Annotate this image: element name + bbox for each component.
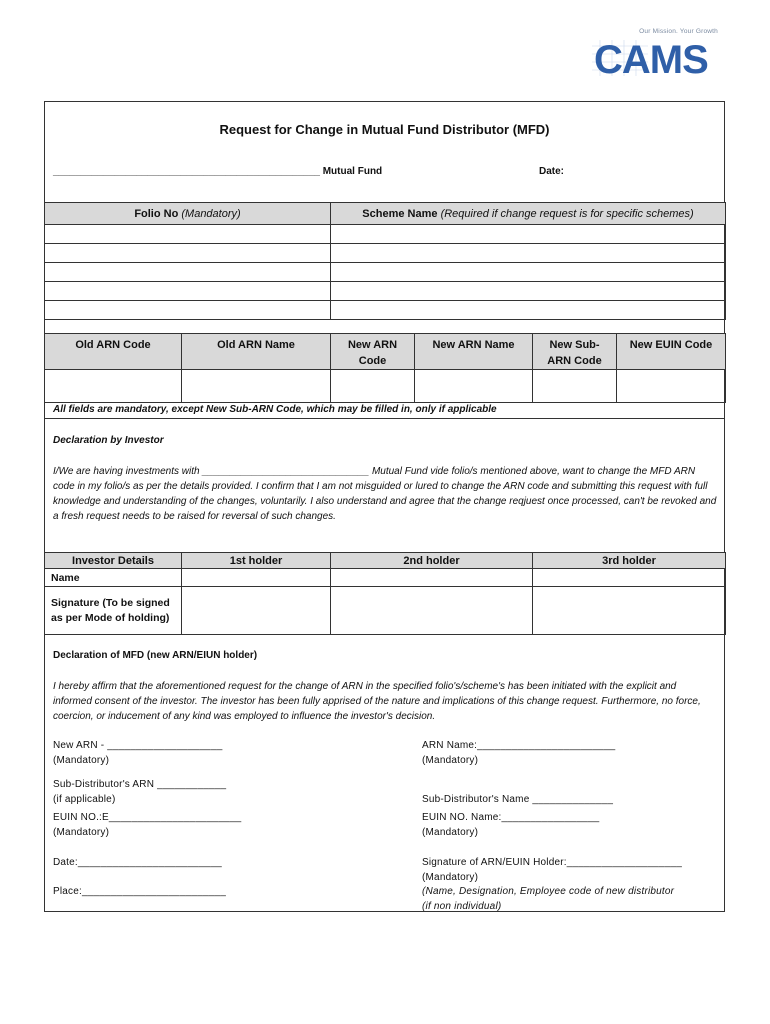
arn-name-mandatory-note: (Mandatory) <box>422 755 479 766</box>
old-arn-code-cell[interactable] <box>45 370 182 403</box>
holder1-name-cell[interactable] <box>182 569 331 587</box>
holder3-signature-cell[interactable] <box>533 587 726 635</box>
date-field[interactable]: Date:_________________________ <box>53 857 222 868</box>
new-sub-arn-header: New Sub-ARN Code <box>533 334 617 370</box>
old-arn-name-header: Old ARN Name <box>182 334 331 370</box>
new-arn-code-cell[interactable] <box>331 370 415 403</box>
folio-header-note: (Mandatory) <box>181 207 241 220</box>
arn-row <box>45 370 726 403</box>
new-arn-mandatory-note: (Mandatory) <box>53 755 110 766</box>
name-row-label: Name <box>45 569 182 587</box>
mfd-declaration-text: I hereby affirm that the aforementioned request for the change of ARN in the specified folio's/scheme's has been initiated with the explicit and informed consent of the investor. The investor has been fully apprised of the nature and implications of this change request. Furthermore, no force, coercion, or inducement of any kind was employed to influence the investor's decision. <box>53 681 701 722</box>
old-arn-name-cell[interactable] <box>182 370 331 403</box>
form-title: Request for Change in Mutual Fund Distributor (MFD) <box>219 122 550 137</box>
folio-cell[interactable] <box>45 244 331 263</box>
signature-row-label: Signature (To be signed as per Mode of holding) <box>45 587 182 635</box>
holder3-header: 3rd holder <box>533 553 726 569</box>
holder1-signature-cell[interactable] <box>182 587 331 635</box>
investor-details-table <box>44 552 726 635</box>
sub-arn-note: (if applicable) <box>53 794 116 805</box>
scheme-header <box>331 203 726 225</box>
holder2-header: 2nd holder <box>331 553 533 569</box>
new-arn-name-header: New ARN Name <box>415 334 533 370</box>
new-arn-field[interactable]: New ARN - ____________________ <box>53 740 223 751</box>
scheme-cell[interactable] <box>331 282 726 301</box>
investor-declaration-heading: Declaration by Investor <box>53 435 164 446</box>
folio-cell[interactable] <box>45 225 331 244</box>
folio-scheme-table <box>44 202 726 320</box>
folio-header-label: Folio No <box>134 207 179 220</box>
new-sub-arn-cell[interactable] <box>533 370 617 403</box>
euin-no-field[interactable]: EUIN NO.:E_______________________ <box>53 812 242 823</box>
folio-row <box>45 301 726 320</box>
old-arn-code-header: Old ARN Code <box>45 334 182 370</box>
arn-name-field[interactable]: ARN Name:________________________ <box>422 740 616 751</box>
logo-tagline: Our Mission. Your Growth <box>639 28 718 35</box>
logo-wordmark: CAMS <box>594 38 708 82</box>
sub-distributor-arn-field[interactable]: Sub-Distributor's ARN ____________ <box>53 779 227 790</box>
folio-row <box>45 263 726 282</box>
sub-distributor-name-field[interactable]: Sub-Distributor's Name ______________ <box>422 794 614 805</box>
investor-declaration-text: I/We are having investments with ______________________________ Mutual Fund vide folio/s mentioned above, want to change the MFD ARN code in my folio/s as per the details provided. I confirm that I am not misguided or lured to change the ARN code and submitting this request with full knowledge and understanding of the changes, voluntarily. I also understand and agree that the change reqjuest once processed, can't be revoked and a fresh request needs to be raised for reversal of such changes. <box>53 466 717 522</box>
divider <box>45 418 724 419</box>
new-euin-header: New EUIN Code <box>617 334 726 370</box>
folio-cell[interactable] <box>45 301 331 320</box>
investor-details-header: Investor Details <box>45 553 182 569</box>
folio-row <box>45 244 726 263</box>
folio-cell[interactable] <box>45 282 331 301</box>
signature-field[interactable]: Signature of ARN/EUIN Holder:____________________ <box>422 857 682 868</box>
signature-details-note: (Name, Designation, Employee code of new distributor <box>422 886 675 897</box>
scheme-header-note: (Required if change request is for specific schemes) <box>440 207 694 220</box>
place-field[interactable]: Place:_________________________ <box>53 886 227 897</box>
new-arn-name-cell[interactable] <box>415 370 533 403</box>
signature-details-note-2: (if non individual) <box>422 901 502 912</box>
scheme-cell[interactable] <box>331 301 726 320</box>
cams-logo <box>592 28 720 84</box>
euin-name-field[interactable]: EUIN NO. Name:_________________ <box>422 812 600 823</box>
folio-row <box>45 225 726 244</box>
signature-mandatory-note: (Mandatory) <box>422 872 479 883</box>
holder2-name-cell[interactable] <box>331 569 533 587</box>
scheme-header-label: Scheme Name <box>362 207 438 220</box>
scheme-cell[interactable] <box>331 263 726 282</box>
euin-no-mandatory-note: (Mandatory) <box>53 827 110 838</box>
new-arn-code-header: New ARN Code <box>331 334 415 370</box>
new-euin-cell[interactable] <box>617 370 726 403</box>
scheme-cell[interactable] <box>331 244 726 263</box>
holder3-name-cell[interactable] <box>533 569 726 587</box>
folio-cell[interactable] <box>45 263 331 282</box>
mfd-change-form <box>44 101 725 912</box>
euin-name-mandatory-note: (Mandatory) <box>422 827 479 838</box>
folio-header <box>45 203 331 225</box>
mutual-fund-field[interactable]: ________________________________________________ Mutual Fund <box>53 166 383 177</box>
scheme-cell[interactable] <box>331 225 726 244</box>
mandatory-note: All fields are mandatory, except New Sub-ARN Code, which may be filled in, only if applicable <box>53 404 497 415</box>
investor-name-row <box>45 569 726 587</box>
holder1-header: 1st holder <box>182 553 331 569</box>
date-field-label: Date: <box>539 166 565 177</box>
arn-table <box>44 333 726 403</box>
investor-signature-row <box>45 587 726 635</box>
mfd-declaration-heading: Declaration of MFD (new ARN/EIUN holder) <box>53 650 258 661</box>
folio-row <box>45 282 726 301</box>
holder2-signature-cell[interactable] <box>331 587 533 635</box>
